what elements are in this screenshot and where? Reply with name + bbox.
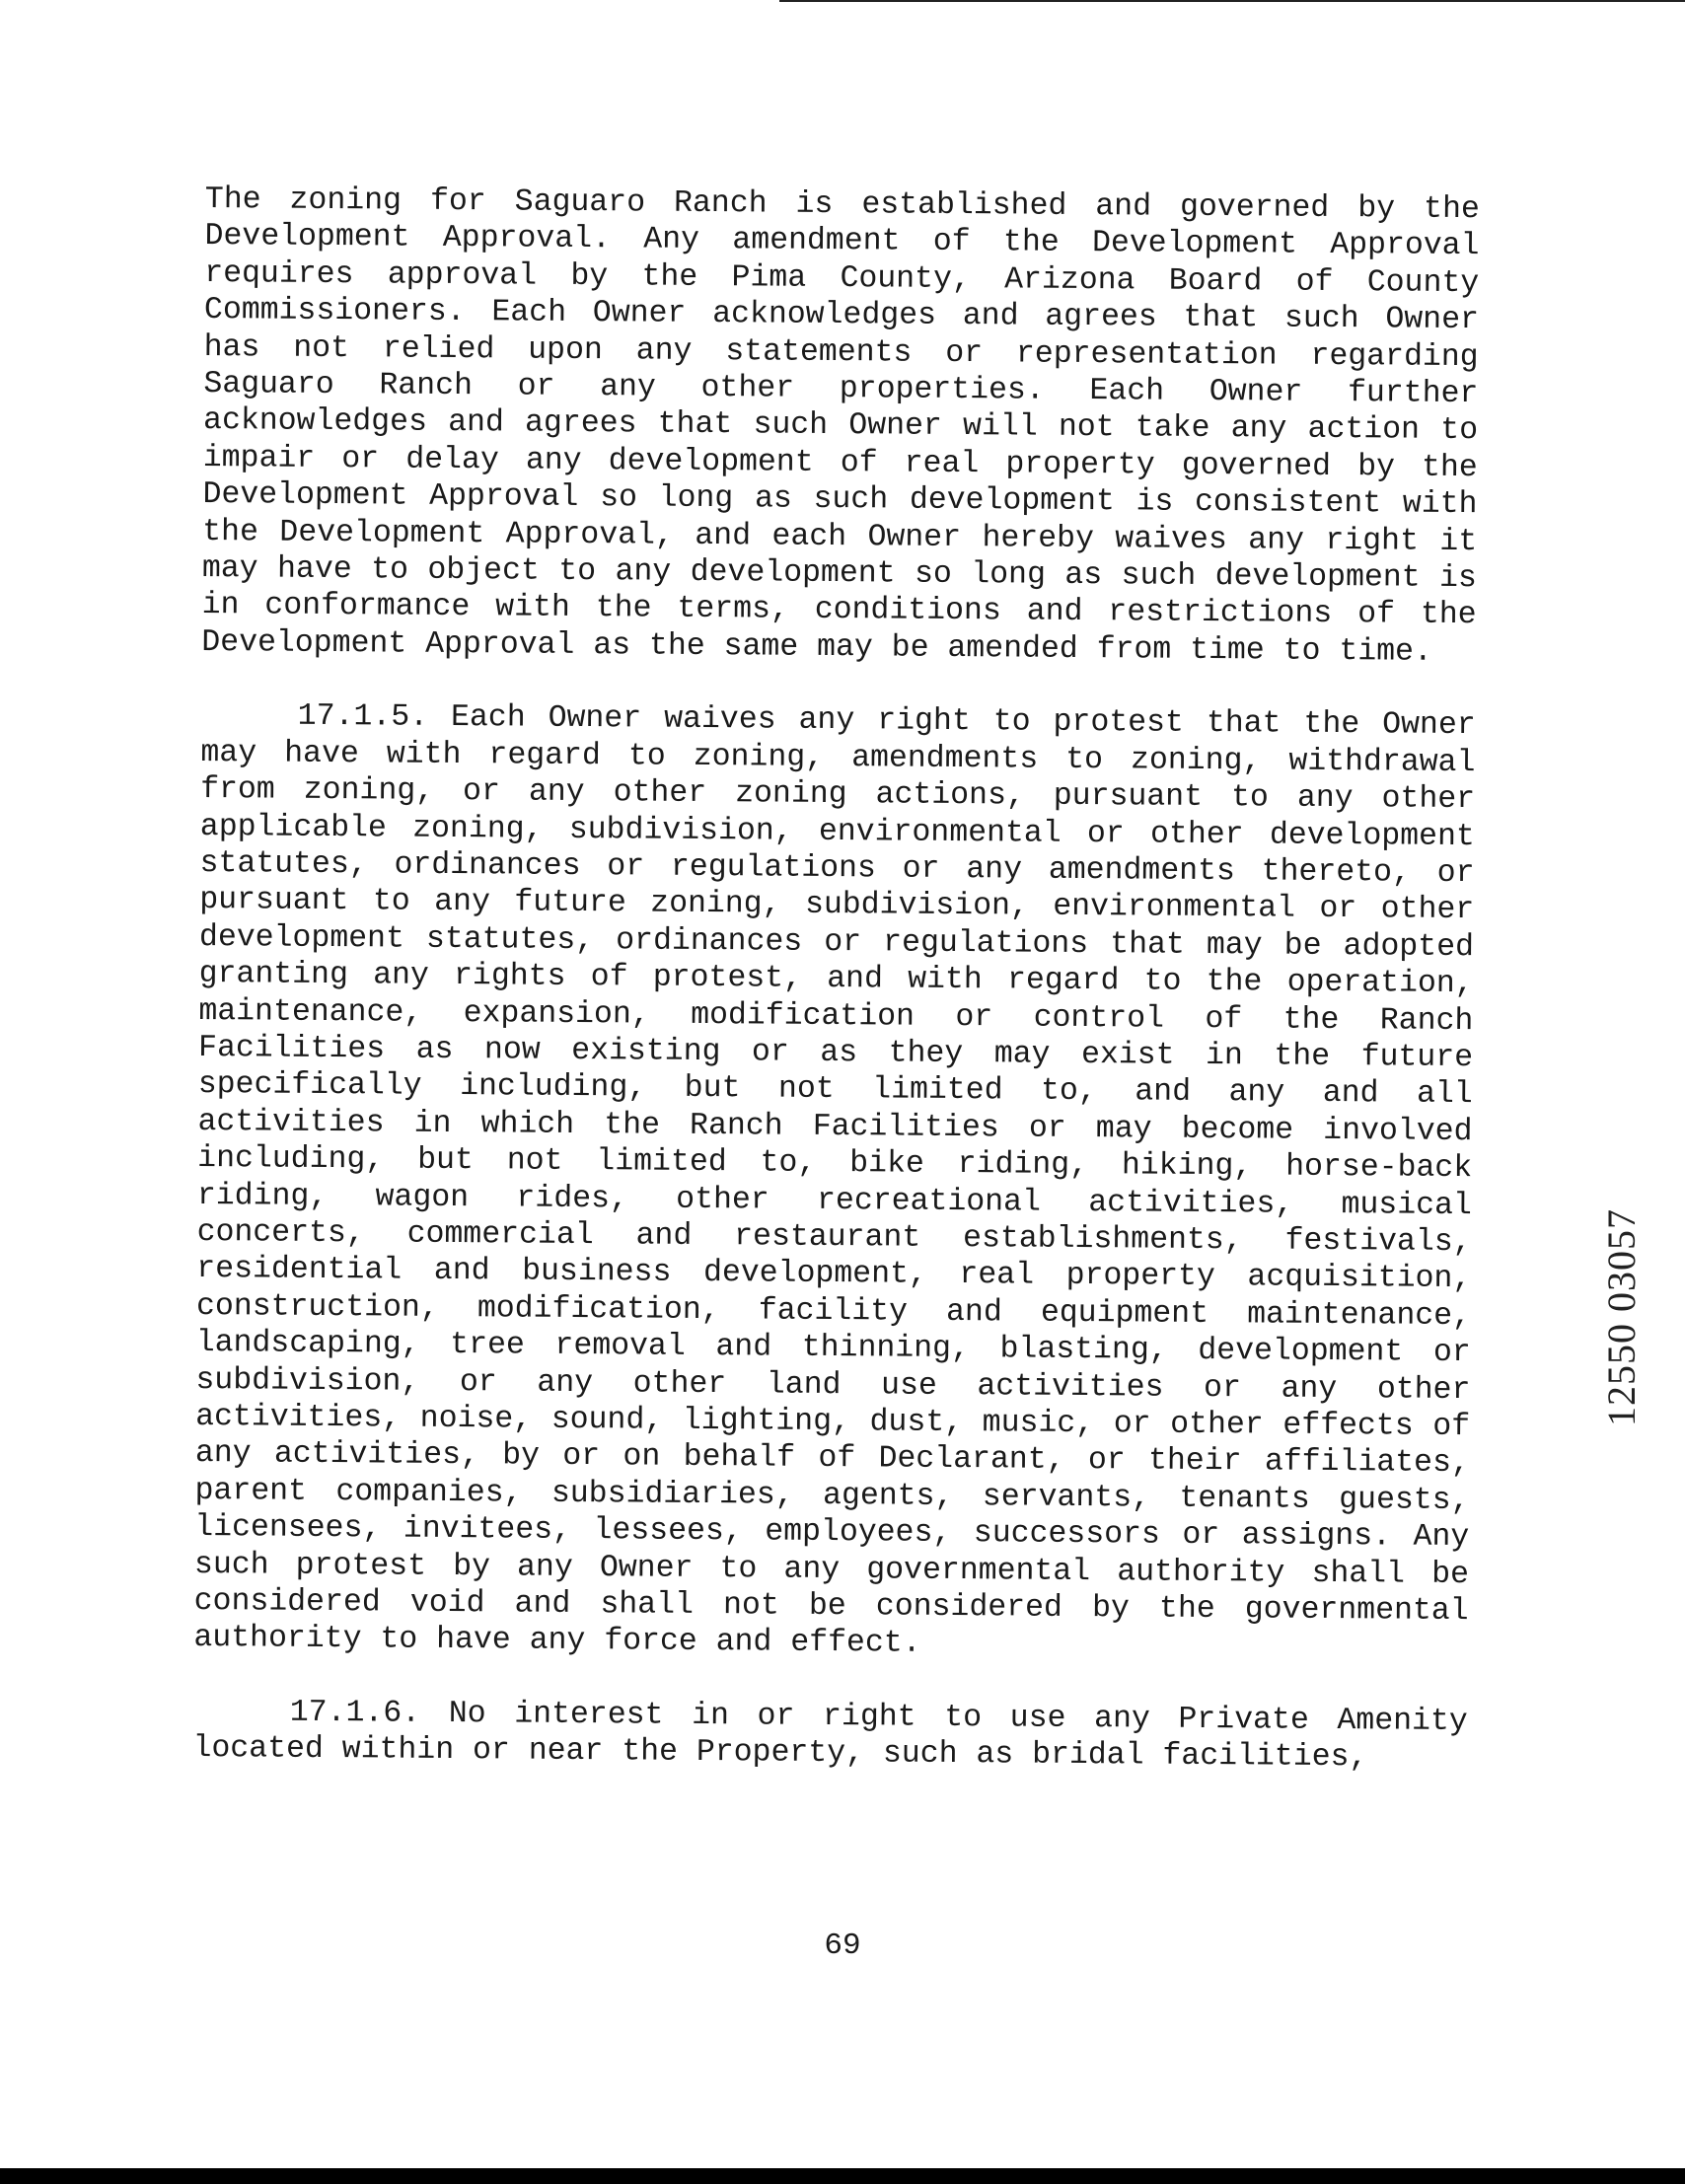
recording-number-stamp: 12550 03057 (1599, 1208, 1644, 1426)
scan-bottom-edge (0, 2168, 1685, 2184)
page-number: 69 (824, 1929, 861, 1963)
scan-top-edge (779, 0, 1685, 2)
paragraph-17-1-6: 17.1.6. No interest in or right to use any Private Amenity located within or near the Property, such as bridal facilities, (192, 1695, 1468, 1776)
document-body (192, 182, 1480, 1778)
paragraph-17-1-5: 17.1.5. Each Owner waives any right to protest that the Owner may have with regard to zoning, amendments to zoning, withdrawal from zoning, or any other zoning actions, pursuant to any other applicable zoning, subdivision, environmental or other development statutes, ordinances or regulations or any amendments thereto, or pursuant to any future zoning, subdivision, environmental or other development statutes, ordinances or regulations that may be adopted granting any rights of protest, and with regard to the operation, maintenance, expansion, modification or control of the Ranch Facilities as now existing or as they may exist in the future specifically including, but not limited to, and any and all activities in which the Ranch Facilities or may become involved including, but not limited to, bike riding, hiking, horse-back riding, wagon rides, other recreational activities, musical concerts, commercial and restaurant establishments, festivals, residential and business development, real property acquisition, construction, modification, facility and equipment maintenance, landscaping, tree removal and thinning, blasting, development or subdivision, or any other land use activities or any other activities, noise, sound, lighting, dust, music, or other effects of any activities, by or on behalf of Declarant, or their affiliates, parent companies, subsidiaries, agents, servants, tenants guests, licensees, invitees, lessees, employees, successors or assigns. Any such protest by any Owner to any governmental authority shall be considered void and shall not be considered by the governmental authority to have any force and effect. (193, 699, 1476, 1662)
paragraph-zoning-governance: The zoning for Saguaro Ranch is established and governed by the Development Approval. Any amendment of the Development Approval requires approval by the Pima County, Arizona Board of County Commissioners. Each Owner acknowledges and agrees that such Owner has not relied upon any statements or representation regarding Saguaro Ranch or any other properties. Each Owner further acknowledges and agrees that such Owner will not take any action to impair or delay any development of real property governed by the Development Approval so long as such development is consistent with the Development Approval, and each Owner hereby waives any right it may have to object to any development so long as such development is in conformance with the terms, conditions and restrictions of the Development Approval as the same may be amended from time to time. (201, 182, 1480, 670)
